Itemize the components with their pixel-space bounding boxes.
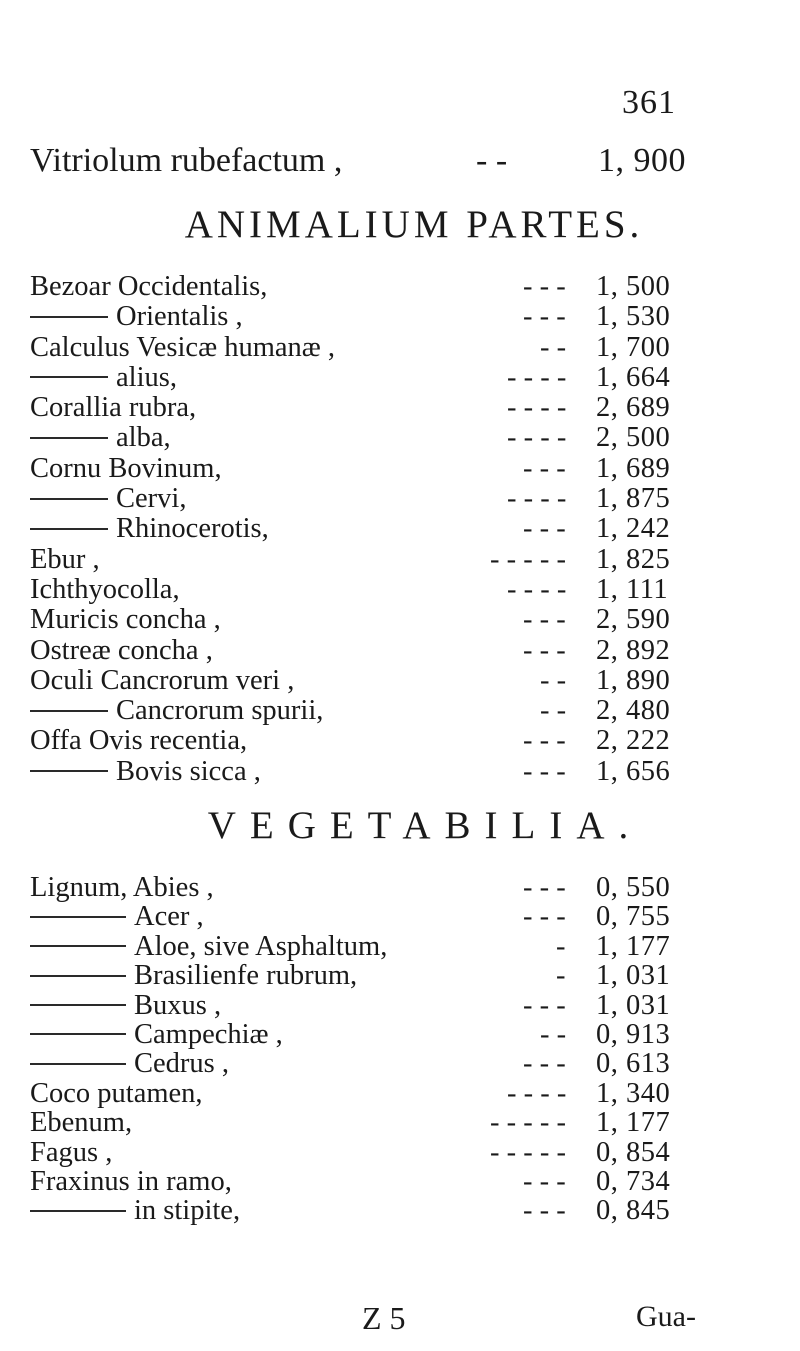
entry-value: 1, 177 (596, 930, 671, 962)
entry-value: 1, 689 (596, 452, 671, 484)
entry-value: 1, 664 (596, 361, 671, 393)
entry-leader: - - - - (507, 361, 567, 393)
entry-leader: - - - (523, 725, 566, 757)
entry-name-text: alba, (116, 422, 171, 454)
entry-name-text: Cornu Bovinum, (30, 452, 222, 484)
entry-name (30, 333, 335, 363)
ditto-dash (30, 975, 126, 977)
entry-value: 1, 340 (596, 1077, 671, 1109)
entry-name (30, 961, 357, 991)
ditto-dash (30, 770, 108, 772)
entry-name (30, 1196, 240, 1226)
table-row (30, 666, 740, 696)
entry-leader: - - - - (507, 483, 567, 515)
entry-name-text: Offa Ovis recentia, (30, 725, 248, 757)
entry-name (30, 514, 269, 544)
entry-value: 1, 111 (596, 573, 669, 605)
table-row (30, 726, 740, 756)
ditto-dash (30, 1210, 126, 1212)
entry-leader: - - (540, 695, 567, 727)
entry-leader: - - - - (507, 392, 567, 424)
table-row (30, 545, 740, 575)
entry-name (30, 302, 243, 332)
table-row (30, 333, 740, 363)
entry-name-text: Bovis sicca , (116, 755, 261, 787)
entry-leader: - - (540, 664, 567, 696)
entry-name (30, 1020, 283, 1050)
table-row (30, 454, 740, 484)
entry-leader: - - (540, 331, 567, 363)
entry-name (30, 545, 100, 575)
entry-name (30, 272, 267, 302)
entry-name (30, 363, 177, 393)
entry-name-text: Aloe, sive Asphaltum, (134, 930, 388, 962)
entry-value: 1, 242 (596, 513, 671, 545)
ditto-dash (30, 710, 108, 712)
entry-leader: - (556, 960, 566, 992)
entry-leader: - - - (523, 989, 566, 1021)
entry-name (30, 1167, 232, 1197)
ditto-dash (30, 437, 108, 439)
table-row (30, 272, 740, 302)
entry-leader: - - - (523, 755, 566, 787)
entry-name-text: Oculi Cancrorum veri , (30, 664, 295, 696)
entry-name-text: Campechiæ , (134, 1018, 283, 1050)
entry-name-text: Buxus , (134, 989, 222, 1021)
ditto-dash (30, 1033, 126, 1035)
entry-value: 1, 825 (596, 543, 671, 575)
entry-name-text: Calculus Vesicæ humanæ , (30, 331, 336, 363)
entry-value: 1, 530 (596, 301, 671, 333)
entry-name-text: Orientalis , (116, 301, 243, 333)
entry-value: 1, 900 (598, 142, 686, 179)
ditto-dash (30, 916, 126, 918)
entry-leader: - - - - - (490, 543, 566, 575)
entry-name (30, 726, 247, 756)
entry-name-text: Brasilienfe rubrum, (134, 960, 358, 992)
entry-leader: - - - (523, 271, 566, 302)
table-row (30, 1049, 740, 1078)
entry-leader: - - - - (507, 1077, 567, 1109)
entry-name (30, 393, 196, 423)
entry-name (30, 605, 221, 635)
entry-value: 2, 222 (596, 725, 671, 757)
entry-value: 1, 031 (596, 960, 671, 992)
entry-name-text: Rhinocerotis, (116, 513, 269, 545)
entry-value: 1, 700 (596, 331, 671, 363)
entry-name (30, 666, 294, 696)
entry-leader: - - - (523, 301, 566, 333)
entry-leader: - - - - (507, 573, 567, 605)
table-row (30, 605, 740, 635)
entry-value: 0, 913 (596, 1018, 671, 1050)
table-row (30, 302, 740, 332)
section-heading-vegetable: VEGETABILIA. (207, 804, 643, 847)
animal-parts-list (30, 272, 740, 787)
ditto-dash (30, 1063, 126, 1065)
entry-name-text: Ebenum, (30, 1107, 133, 1139)
entry-leader: - - - (523, 513, 566, 545)
entry-value: 1, 875 (596, 483, 671, 515)
entry-name-text: Acer , (134, 901, 204, 933)
table-row (30, 1138, 740, 1167)
entry-name (30, 423, 171, 453)
entry-leader: - - - (523, 452, 566, 484)
ditto-dash (30, 1004, 126, 1006)
ditto-dash (30, 316, 108, 318)
section-heading-animal: ANIMALIUM PARTES. (184, 203, 644, 246)
table-row (30, 514, 740, 544)
vegetable-list (30, 873, 740, 1226)
entry-name-text: Cervi, (116, 483, 187, 515)
entry-name-text: Lignum, Abies , (30, 872, 214, 903)
entry-value: 2, 590 (596, 604, 671, 636)
entry-name (30, 1049, 229, 1079)
entry-name-text: Ostreæ concha , (30, 634, 213, 666)
entry-value: 0, 845 (596, 1195, 671, 1227)
entry-name-text: Bezoar Occidentalis, (30, 271, 268, 302)
table-row (30, 1108, 740, 1137)
entry-name (30, 1079, 203, 1109)
entry-leader: - - - (523, 634, 566, 666)
entry-value: 0, 854 (596, 1136, 671, 1168)
entry-leader: - - - (523, 1048, 566, 1080)
entry-name (30, 932, 387, 962)
entry-name (30, 575, 180, 605)
entry-leader: - - - - - (490, 1107, 566, 1139)
entry-value: 1, 031 (596, 989, 671, 1021)
table-row (30, 393, 740, 423)
table-row (30, 873, 740, 902)
entry-name-text: Muricis concha , (30, 604, 221, 636)
entry-value: 2, 892 (596, 634, 671, 666)
entry-name-text: Cancrorum spurii, (116, 695, 324, 727)
entry-value: 0, 755 (596, 901, 671, 933)
table-row (30, 1079, 740, 1108)
table-row (30, 1167, 740, 1196)
entry-name (30, 454, 222, 484)
entry-leader: - - - (523, 1165, 566, 1197)
ditto-dash (30, 498, 108, 500)
entry-value: 1, 500 (596, 271, 671, 302)
table-row (30, 636, 740, 666)
entry-name-text: Ichthyocolla, (30, 573, 180, 605)
entry-leader: - - - - (507, 422, 567, 454)
entry-value: 2, 500 (596, 422, 671, 454)
entry-name (30, 1108, 132, 1138)
entry-name-text: Fraxinus in ramo, (30, 1165, 232, 1197)
entry-name (30, 484, 186, 514)
table-row (30, 423, 740, 453)
entry-row-vitriolum (30, 142, 730, 188)
entry-name-text: Ebur , (30, 543, 100, 575)
entry-leader: - - - (523, 872, 566, 903)
table-row (30, 991, 740, 1020)
entry-name-text: Fagus , (30, 1136, 113, 1168)
entry-value: 2, 480 (596, 695, 671, 727)
catchword: Gua- (636, 1300, 696, 1333)
entry-leader: - - - (523, 901, 566, 933)
entry-value: 1, 656 (596, 755, 671, 787)
entry-leader: - - - (523, 604, 566, 636)
ditto-dash (30, 528, 108, 530)
table-row (30, 1020, 740, 1049)
signature-mark: Z 5 (362, 1300, 406, 1336)
table-row (30, 902, 740, 931)
entry-name-text: alius, (116, 361, 177, 393)
entry-name: Vitriolum rubefactum , (30, 142, 343, 179)
entry-value: 0, 734 (596, 1165, 671, 1197)
entry-name (30, 991, 221, 1021)
entry-name (30, 636, 213, 666)
table-row (30, 1196, 740, 1225)
entry-name (30, 873, 214, 903)
entry-leader: - (556, 930, 566, 962)
table-row (30, 961, 740, 990)
table-row (30, 363, 740, 393)
ditto-dash (30, 376, 108, 378)
table-row (30, 484, 740, 514)
table-row (30, 696, 740, 726)
entry-name-text: Cedrus , (134, 1048, 229, 1080)
entry-value: 0, 613 (596, 1048, 671, 1080)
entry-name (30, 696, 323, 726)
table-row (30, 575, 740, 605)
entry-leader: - - - - - (490, 1136, 566, 1168)
entry-name-text: Coco putamen, (30, 1077, 203, 1109)
entry-name (30, 1138, 112, 1168)
entry-leader: - - - (523, 1195, 566, 1227)
entry-leader: - - (476, 142, 508, 179)
entry-value: 1, 177 (596, 1107, 671, 1139)
page-number: 361 (622, 84, 676, 121)
ditto-dash (30, 945, 126, 947)
entry-value: 0, 550 (596, 872, 671, 903)
entry-value: 1, 890 (596, 664, 671, 696)
entry-name (30, 902, 204, 932)
table-row (30, 757, 740, 787)
entry-value: 2, 689 (596, 392, 671, 424)
entry-name-text: in stipite, (134, 1195, 241, 1227)
entry-name (30, 757, 261, 787)
entry-name-text: Corallia rubra, (30, 392, 197, 424)
entry-leader: - - (540, 1018, 567, 1050)
table-row (30, 932, 740, 961)
